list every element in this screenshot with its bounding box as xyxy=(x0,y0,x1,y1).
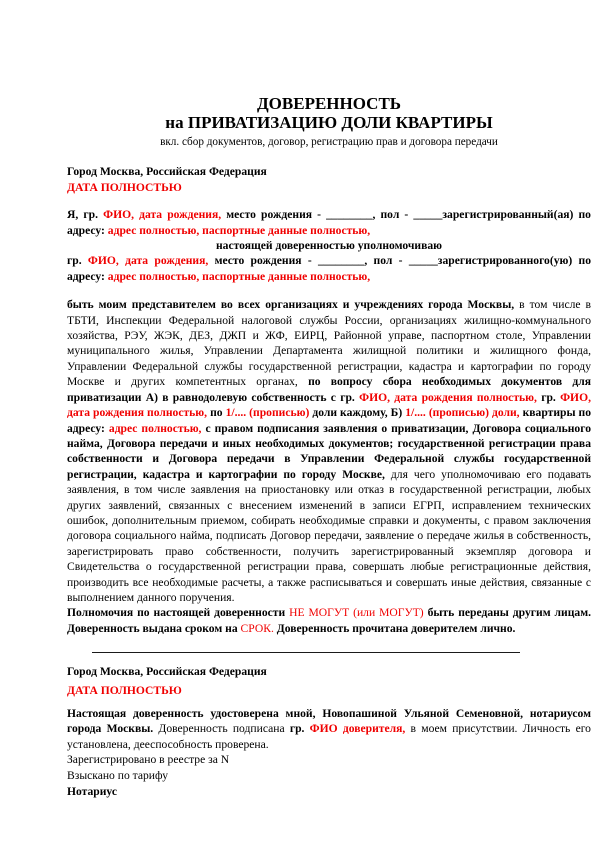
text-run: с правом подписания заявления о приватизации, Договора социального найма, Договора передачи и иных необходимых документов; государственной регистрации права собственности и Договора передачи в Управлении Федеральной службы государственной регистрации, кадастра и картографии по городу Москве, xyxy=(67,421,591,481)
authorize-line: настоящей доверенностью уполномочиваю xyxy=(215,239,443,253)
text-run: для чего уполномочиваю его подавать заявления, в том числе заявления на приостановку или отказ в государственной регистрации, любых других заявлений, связанных с внесением изменений в записи ЕГРП, исправлением технических ошибок, дополнительным приемом, собирать необходимые справки и документы, с правом заключения договора социального найма, подписать Договор передачи, заявление о передаче жилья в собственность, зарегистрировать право собственности, получить зарегистрированный экземпляр договора и Свидетельства о государственной регистрации права, совершать любые регистрационные действия, производить все необходимые расчеты, а также расписываться и совершать иные действия, связанные с выполнением данного поручения. xyxy=(67,467,591,604)
signature-line xyxy=(92,652,520,653)
text-run: 1/.... (прописью) доли, xyxy=(405,406,520,420)
city-line-bottom: Город Москва, Российская Федерация xyxy=(67,665,267,679)
doc-title-line1: ДОВЕРЕННОСТЬ xyxy=(256,94,402,113)
text-run: ФИО доверителя, xyxy=(309,722,406,736)
text-run: СРОК. xyxy=(240,621,274,635)
city-line-top: Город Москва, Российская Федерация xyxy=(67,165,267,179)
delegation-terms-paragraph xyxy=(67,605,591,636)
notary-certification-paragraph xyxy=(67,706,591,752)
text-run: НЕ МОГУТ (или МОГУТ) xyxy=(289,606,424,620)
text-run: в том числе в ТБТИ, Инспекции Федеральной налоговой службы России, организациях жилищно-коммунального хозяйства, РЭУ, ЖЭК, ДЕЗ, ДЖП и ЖФ, ЕИРЦ, Районной управе, паспортном столе, Управлении муниципального жилья, Управлении Департамента жилищной политики и жилищного фонда, Управлении Федеральной службы государственной регистрации, кадастра и картографии по городу Москве и других компетентных органах, xyxy=(67,298,591,389)
text-run: гр. xyxy=(536,390,561,404)
text-run: место рождения - ________, пол - _____зарегистрированного(ую) по адресу: xyxy=(67,254,591,283)
tariff-line: Взыскано по тарифу xyxy=(67,768,169,782)
date-placeholder-top: ДАТА ПОЛНОСТЬЮ xyxy=(67,180,182,194)
doc-title-line2: на ПРИВАТИЗАЦИЮ ДОЛИ КВАРТИРЫ xyxy=(165,112,493,132)
place-date-bottom xyxy=(67,664,591,698)
text-run: Я, гр. xyxy=(67,208,104,222)
text-run: ФИО, дата рождения полностью, xyxy=(359,390,537,404)
text-run: доли каждому, Б) xyxy=(309,406,406,420)
text-run: Доверенность прочитана доверителем лично. xyxy=(273,621,516,635)
text-run: адрес полностью, xyxy=(108,421,202,435)
date-placeholder-bottom: ДАТА ПОЛНОСТЬЮ xyxy=(67,683,182,697)
registry-line: Зарегистрировано в реестре за N xyxy=(67,753,230,767)
text-run: ФИО, дата рождения, xyxy=(103,208,222,222)
text-run: ФИО, дата рождения полностью, xyxy=(67,390,591,420)
text-run: по xyxy=(207,406,226,420)
notary-label: Нотариус xyxy=(67,785,118,799)
attorney-paragraph xyxy=(67,253,591,284)
doc-subtitle: вкл. сбор документов, договор, регистрацию прав и договора передачи xyxy=(160,136,498,148)
text-run: быть переданы другим лицам. Доверенность выдана сроком на xyxy=(67,606,592,635)
text-run: Настоящая доверенность удостоверена мной, Новопашиной Ульяной Семеновной, нотариусом города Москвы. xyxy=(67,707,591,736)
text-run: ФИО, дата рождения, xyxy=(87,254,209,268)
place-date-top xyxy=(67,164,591,195)
text-run: гр. xyxy=(67,254,88,268)
text-run: в моем присутствии. Личность его установлена, дееспособность проверена. xyxy=(67,722,591,751)
text-run: гр. xyxy=(289,722,310,736)
text-run: квартиры по адресу: xyxy=(67,406,591,435)
text-run: адрес полностью, паспортные данные полностью, xyxy=(107,223,371,237)
principal-paragraph xyxy=(67,207,591,238)
powers-description-paragraph xyxy=(67,297,591,605)
text-run: Доверенность подписана xyxy=(158,722,290,736)
text-run: место рождения - ________, пол - _____зарегистрированный(ая) по адресу: xyxy=(67,208,591,237)
text-run: 1/.... (прописью) xyxy=(225,406,310,420)
text-run: быть моим представителем во всех организациях и учреждениях города Москвы, xyxy=(67,298,520,312)
text-run: по вопросу сбора необходимых документов для приватизации А) в равнодолевую собственность с гр. xyxy=(67,375,591,404)
text-run: Полномочия по настоящей доверенности xyxy=(67,606,290,620)
text-run: адрес полностью, паспортные данные полностью, xyxy=(107,269,371,283)
